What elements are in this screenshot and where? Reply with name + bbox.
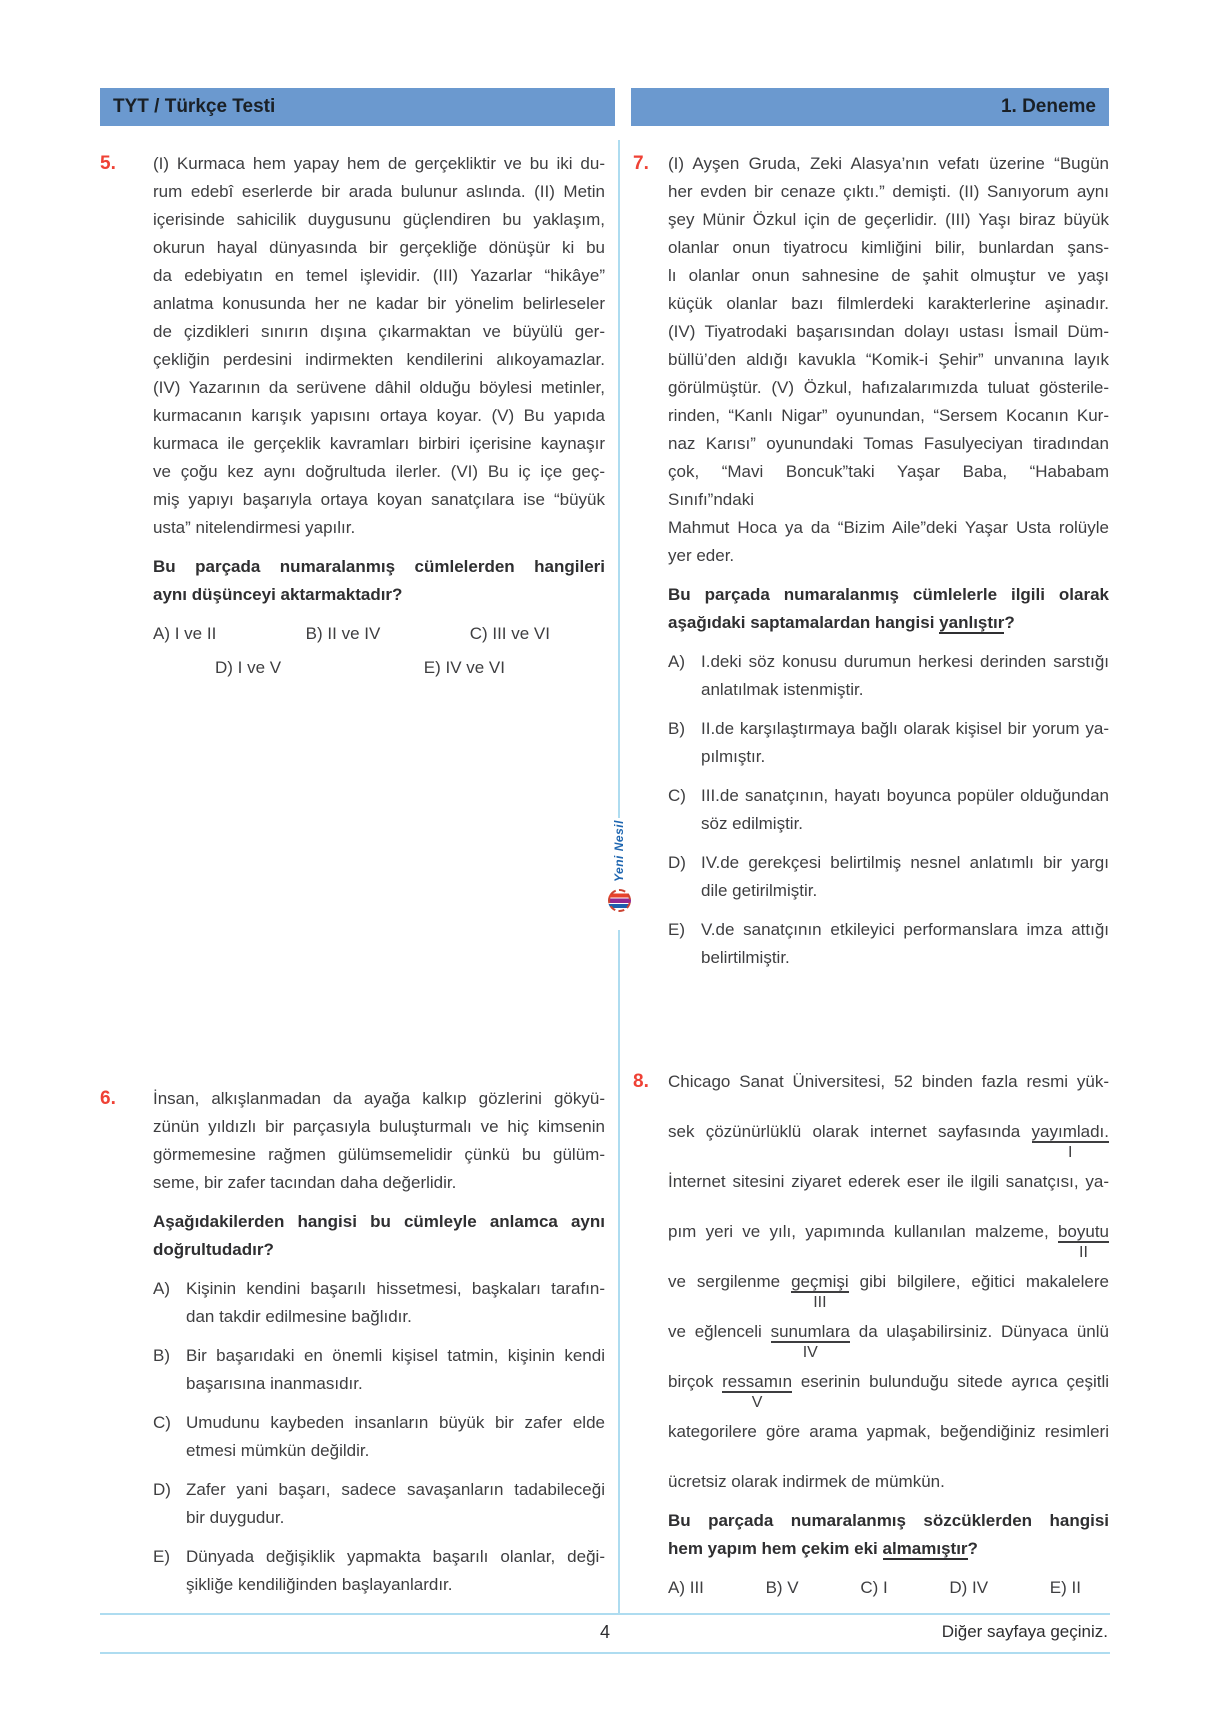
text-segment: İnternet sitesini ziyaret ederek eser ile ilgili sanatçısı, ya-	[668, 1172, 1109, 1191]
text-segment: anlatma konusunda her ne kadar bir yönelim belirleseler	[153, 294, 605, 313]
option-text	[701, 916, 1109, 972]
text-segment: birçok	[668, 1372, 723, 1391]
text-segment: III.de sanatçının, hayatı boyunca popüler olduğundan	[701, 786, 1109, 805]
text-segment: ve çoğu kez aynı doğrultuda ilerler. (VI) Bu iç içe geç-	[153, 462, 605, 481]
text-segment: Kişinin kendini başarılı hissetmesi, başkaları tarafın-	[186, 1279, 605, 1298]
text-line	[153, 318, 605, 346]
answer-option: A) I ve II	[153, 624, 217, 643]
answer-option	[668, 715, 1109, 771]
text-line	[668, 1368, 1109, 1411]
text-line	[668, 1268, 1109, 1311]
option-label: E)	[153, 1547, 170, 1566]
text-line	[186, 1437, 605, 1465]
text-line	[153, 262, 605, 290]
text-line	[668, 318, 1109, 346]
answer-option	[153, 1342, 605, 1398]
text-line	[668, 581, 1109, 609]
underlined-word: almamıştır	[882, 1539, 968, 1558]
options-row	[153, 654, 605, 682]
text-segment: pım yeri ve yılı, yapımında kullanılan malzeme,	[668, 1222, 1058, 1241]
question-body	[153, 1085, 605, 1197]
answer-options	[153, 620, 605, 682]
answer-option	[668, 782, 1109, 838]
text-segment: usta” nitelendirmesi yapılır.	[153, 518, 356, 537]
text-segment: belirtilmiştir.	[701, 948, 790, 967]
text-segment: görülmüştür. (V) Özkul, hafızalarımızda tuluat gösterile-	[668, 378, 1109, 397]
text-line	[701, 782, 1109, 810]
numeral-marker: V	[751, 1394, 763, 1411]
text-line	[701, 944, 1109, 972]
text-segment: lı olanlar onun sahnesine de şahit olmuştur ve yaşı	[668, 266, 1109, 285]
text-line	[668, 1318, 1109, 1361]
text-segment: görmemesine rağmen gülümsemelidir çünkü bu gülüm-	[153, 1145, 605, 1164]
text-segment: da ulaşabilirsiniz. Dünyaca ünlü	[849, 1322, 1109, 1341]
text-segment: her evden bir cenaze çıktı.” demişti. (II) Sanıyorum aynı	[668, 182, 1109, 201]
answer-option: E) II	[1049, 1578, 1081, 1597]
text-line	[153, 581, 605, 609]
question-body	[153, 150, 605, 542]
question-content	[153, 1085, 605, 1599]
text-line	[186, 1275, 605, 1303]
text-segment: yer eder.	[668, 546, 735, 565]
text-line	[668, 458, 1109, 514]
text-line	[153, 290, 605, 318]
text-line	[668, 1507, 1109, 1535]
option-label: B)	[153, 1346, 170, 1365]
text-line	[701, 916, 1109, 944]
option-text	[186, 1275, 605, 1331]
text-segment: sek çözünürlüklü olarak internet sayfasında	[668, 1122, 1032, 1141]
text-segment: Chicago Sanat Üniversitesi, 52 binden fazla resmi yük-	[668, 1072, 1109, 1091]
text-segment: kurmacanın karışık yapısını ortaya koyar. (V) Bu yapıda	[153, 406, 605, 425]
text-segment: olanlar onun tiyatrocu kimliğini bilir, bunlardan şans-	[668, 238, 1109, 257]
text-segment: pılmıştır.	[701, 747, 766, 766]
text-line	[701, 715, 1109, 743]
underlined-word: ressamın V	[722, 1372, 793, 1411]
text-line	[668, 1168, 1109, 1196]
question-number: 7.	[633, 153, 649, 174]
text-line	[153, 553, 605, 581]
answer-option: B) II ve IV	[305, 624, 381, 643]
text-segment: (IV) Tiyatrodaki başarısından dolayı ustası İsmail Düm-	[668, 322, 1109, 341]
text-line	[153, 1236, 605, 1264]
answer-option	[668, 916, 1109, 972]
text-line	[668, 609, 1109, 637]
text-segment: çekliğin perdesini indirmekten kendilerini alıkoyamazlar.	[153, 350, 605, 369]
text-segment: ?	[1004, 613, 1015, 632]
page-number: 4	[599, 1622, 610, 1642]
text-segment: Bu parçada numaralanmış sözcüklerden hangisi	[668, 1511, 1109, 1530]
test-title: TYT / Türkçe Testi	[113, 96, 276, 117]
underlined-word: geçmişi III	[791, 1272, 849, 1311]
option-label: B)	[668, 719, 685, 738]
text-line	[153, 1113, 605, 1141]
question-number: 8.	[633, 1071, 649, 1092]
text-segment: naz Karısı” oyunundaki Tomas Fasulyeciyan tiradından	[668, 434, 1109, 453]
text-line	[668, 262, 1109, 290]
question-number: 6.	[100, 1088, 116, 1109]
answer-option	[153, 1275, 605, 1331]
text-line	[668, 402, 1109, 430]
option-text	[701, 849, 1109, 905]
text-line	[668, 178, 1109, 206]
option-text	[186, 1409, 605, 1465]
option-text	[701, 715, 1109, 771]
question-stem	[668, 1507, 1109, 1563]
text-line	[668, 1535, 1109, 1563]
text-line	[153, 1208, 605, 1236]
text-segment: ve sergilenme	[668, 1272, 792, 1291]
answer-option: A) III	[668, 1578, 704, 1597]
header-right-bar	[631, 88, 1109, 126]
text-line	[153, 430, 605, 458]
text-segment: V.de sanatçının etkileyici performanslara imza attığı	[701, 920, 1109, 939]
text-line	[153, 1085, 605, 1113]
option-text	[186, 1543, 605, 1599]
text-line	[153, 346, 605, 374]
option-label: A)	[153, 1279, 170, 1298]
answer-option: D) IV	[949, 1578, 989, 1597]
text-line	[701, 810, 1109, 838]
text-segment: (I) Ayşen Gruda, Zeki Alasya’nın vefatı üzerine “Bugün	[668, 154, 1109, 173]
option-text	[186, 1476, 605, 1532]
text-segment: etmesi mümkün değildir.	[186, 1441, 370, 1460]
text-line	[186, 1504, 605, 1532]
answer-option	[153, 1543, 605, 1599]
text-line	[153, 458, 605, 486]
text-line	[668, 346, 1109, 374]
text-segment: Mahmut Hoca ya da “Bizim Aile”deki Yaşar Usta rolüyle	[668, 518, 1109, 537]
text-line	[186, 1342, 605, 1370]
text-line	[186, 1543, 605, 1571]
text-segment: okurun hayal dünyasında bir gerçekliğe dönüşür ki bu	[153, 238, 605, 257]
footer-bottom-rule	[100, 1652, 1110, 1654]
text-line	[668, 234, 1109, 262]
text-line	[153, 234, 605, 262]
text-line	[701, 849, 1109, 877]
text-line	[153, 150, 605, 178]
text-line	[668, 1218, 1109, 1261]
text-segment: büllü’den aldığı kavukla “Komik-i Şehir” unvanına layık	[668, 350, 1109, 369]
question-body	[668, 1068, 1109, 1496]
question-number: 5.	[100, 153, 116, 174]
text-line	[668, 374, 1109, 402]
text-line	[153, 402, 605, 430]
text-line	[186, 1409, 605, 1437]
footer-top-rule	[100, 1613, 1110, 1615]
text-segment: hem yapım hem çekim eki	[668, 1539, 883, 1558]
question-body	[668, 150, 1109, 570]
numeral-marker: I	[1068, 1144, 1073, 1161]
answer-options	[668, 648, 1109, 972]
publisher-logo-icon	[608, 889, 631, 912]
question-stem	[153, 1208, 605, 1264]
text-segment: bir duygudur.	[186, 1508, 285, 1527]
text-line	[701, 877, 1109, 905]
text-line	[153, 1169, 605, 1197]
option-label: D)	[668, 853, 686, 872]
footer	[100, 1619, 1110, 1649]
text-segment: I.deki söz konusu durumun herkesi derinden sarstığı	[701, 652, 1109, 671]
text-line	[186, 1303, 605, 1331]
text-segment: aynı düşünceyi aktarmaktadır?	[153, 585, 403, 604]
text-segment: ve eğlenceli	[668, 1322, 771, 1341]
text-segment: Bu parçada numaralanmış cümlelerle ilgili olarak	[668, 585, 1109, 604]
question-7	[633, 150, 1109, 972]
text-segment: anlatılmak istenmiştir.	[701, 680, 864, 699]
question-5	[100, 150, 605, 682]
text-line	[153, 178, 605, 206]
text-segment: Bir başarıdaki en önemli kişisel tatmin, kişinin kendi	[186, 1346, 605, 1365]
text-segment: miş yapıyı başarıyla ortaya koyan sanatçılara ise “büyük	[153, 490, 605, 509]
answer-option: D) I ve V	[215, 658, 282, 677]
text-segment: dile getirilmiştir.	[701, 881, 818, 900]
text-segment: aşağıdaki saptamalardan hangisi	[668, 613, 940, 632]
text-segment: gibi bilgilere, eğitici makalelere	[848, 1272, 1109, 1291]
header-left-bar	[100, 88, 615, 126]
option-label: D)	[153, 1480, 171, 1499]
text-line	[186, 1370, 605, 1398]
question-content	[153, 150, 605, 682]
text-segment: de çizdikleri sınırın dışına çıkarmaktan ve büyülü ger-	[153, 322, 605, 341]
text-line	[701, 648, 1109, 676]
options-row	[153, 620, 605, 648]
text-line	[701, 743, 1109, 771]
exam-name: 1. Deneme	[1000, 96, 1096, 117]
text-line	[153, 206, 605, 234]
answer-options	[668, 1574, 1109, 1602]
text-line	[668, 430, 1109, 458]
options-row	[668, 1574, 1109, 1602]
text-segment: içerisinde sahicilik duygusunu güçlendiren bu yaklaşım,	[153, 210, 605, 229]
text-segment: eserinin bulunduğu sitede ayrıca çeşitli	[792, 1372, 1109, 1391]
text-segment: İnsan, alkışlanmadan da ayağa kalkıp gözlerini gökyü-	[153, 1089, 605, 1108]
text-line	[701, 676, 1109, 704]
answer-option: C) I	[860, 1578, 888, 1597]
text-line	[668, 290, 1109, 318]
question-content	[668, 150, 1109, 972]
text-segment: Zafer yani başarı, sadece savaşanların tadabileceği	[186, 1480, 605, 1499]
text-line	[153, 486, 605, 514]
text-segment: Aşağıdakilerden hangisi bu cümleyle anlamca aynı	[153, 1212, 605, 1231]
text-segment: ücretsiz olarak indirmek de mümkün.	[668, 1472, 945, 1491]
text-line	[153, 374, 605, 402]
text-line	[668, 514, 1109, 542]
text-line	[668, 206, 1109, 234]
underlined-word: boyutu II	[1057, 1222, 1109, 1261]
answer-option	[668, 648, 1109, 704]
option-label: E)	[668, 920, 685, 939]
text-line	[668, 1418, 1109, 1446]
question-stem	[668, 581, 1109, 637]
answer-options	[153, 1275, 605, 1599]
answer-option	[668, 849, 1109, 905]
text-line	[668, 1468, 1109, 1496]
text-segment: Dünyada değişiklik yapmakta başarılı olanlar, deği-	[186, 1547, 605, 1566]
text-segment: kategorilere göre arama yapmak, beğendiğiniz resimleri	[668, 1422, 1109, 1441]
text-segment: kurmaca ile gerçeklik kavramları birbiri içerisine kaynaşır	[153, 434, 605, 453]
text-segment: rinden, “Kanlı Nigar” oyunundan, “Sersem Kocanın Kur-	[668, 406, 1109, 425]
text-segment: rum edebî eserlerde bir arada bulunur aslında. (II) Metin	[153, 182, 605, 201]
answer-option: C) III ve VI	[469, 624, 550, 643]
numeral-marker: III	[813, 1294, 827, 1311]
text-segment: dan takdir edilmesine bağlıdır.	[186, 1307, 412, 1326]
option-label: C)	[153, 1413, 171, 1432]
text-segment: da edebiyatın en temel işlevidir. (III) Yazarlar “hikâye”	[153, 266, 605, 285]
text-segment: şey Münir Özkul için de geçerlidir. (III) Yaşı biraz büyük	[668, 210, 1109, 229]
text-segment: ?	[967, 1539, 978, 1558]
text-segment: başarısına inanmasıdır.	[186, 1374, 363, 1393]
question-stem	[153, 553, 605, 609]
question-content	[668, 1068, 1109, 1602]
text-segment: (IV) Yazarının da serüvene dâhil olduğu böylesi metinler,	[153, 378, 605, 397]
text-line	[668, 150, 1109, 178]
text-segment: seme, bir zafer tacından daha değerlidir.	[153, 1173, 457, 1192]
underlined-word: yayımladı. I	[1031, 1122, 1109, 1161]
answer-option	[153, 1409, 605, 1465]
text-segment: şikliğe kendiliğinden başlayanlardır.	[186, 1575, 453, 1594]
question-8	[633, 1068, 1109, 1602]
text-segment: Bu parçada numaralanmış cümlelerden hangileri	[153, 557, 605, 576]
numeral-marker: II	[1079, 1244, 1088, 1261]
text-line	[186, 1476, 605, 1504]
text-line	[153, 1141, 605, 1169]
text-segment: (I) Kurmaca hem yapay hem de gerçekliktir ve bu iki du-	[153, 154, 605, 173]
answer-option: E) IV ve VI	[423, 658, 505, 677]
numeral-marker: IV	[802, 1344, 818, 1361]
option-text	[701, 782, 1109, 838]
text-segment: zünün yıldızlı bir parçasıyla buluşturmalı ve hiç kimsenin	[153, 1117, 605, 1136]
text-line	[186, 1571, 605, 1599]
publisher-name: Yeni Nesil	[612, 820, 626, 882]
text-segment: IV.de gerekçesi belirtilmiş nesnel anlatımlı bir yargı	[701, 853, 1109, 872]
question-6	[100, 1085, 605, 1599]
answer-option	[153, 1476, 605, 1532]
option-text	[701, 648, 1109, 704]
underlined-word: sunumlara IV	[770, 1322, 850, 1361]
text-segment: II.de karşılaştırmaya bağlı olarak kişisel bir yorum ya-	[701, 719, 1109, 738]
text-line	[668, 1118, 1109, 1161]
text-segment: çok, “Mavi Boncuk”taki Yaşar Baba, “Hababam Sınıfı”ndaki	[668, 462, 1109, 509]
text-line	[153, 514, 605, 542]
underlined-word: yanlıştır	[939, 613, 1005, 632]
text-segment: doğrultudadır?	[153, 1240, 274, 1259]
text-segment: söz edilmiştir.	[701, 814, 804, 833]
answer-option: B) V	[765, 1578, 799, 1597]
text-line	[668, 542, 1109, 570]
next-page-note: Diğer sayfaya geçiniz.	[941, 1622, 1108, 1641]
option-label: A)	[668, 652, 685, 671]
text-segment: Umudunu kaybeden insanların büyük bir zafer elde	[186, 1413, 605, 1432]
text-segment: küçük olanlar bazı filmlerdeki karakterlerine aşinadır.	[668, 294, 1109, 313]
option-label: C)	[668, 786, 686, 805]
text-line	[668, 1068, 1109, 1096]
option-text	[186, 1342, 605, 1398]
